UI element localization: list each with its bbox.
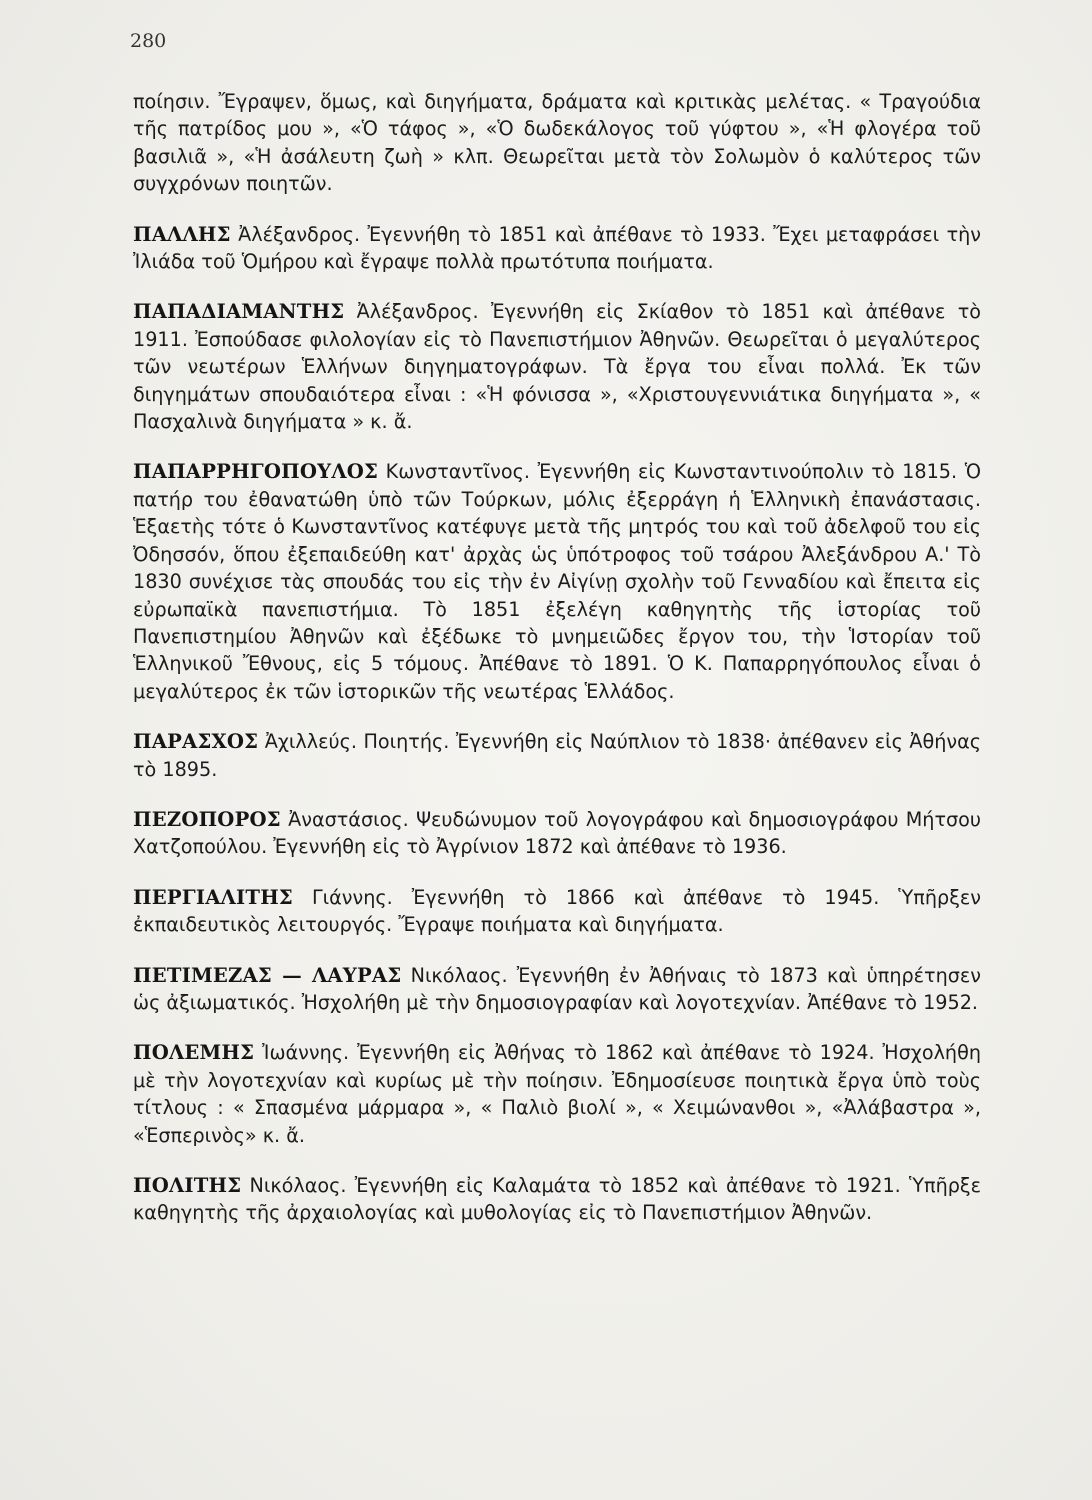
page-number: 280 [130,30,167,52]
entry-polemis [133,1039,981,1149]
entry-heading: ΠΑΠΑΔΙΑΜΑΝΤΗΣ [133,300,345,324]
entry-heading: ΠΟΛΕΜΗΣ [133,1041,255,1065]
entry-papadiamantis [133,298,981,435]
entry-heading: ΠΑΛΛΗΣ [133,222,231,246]
entry-pezoporos [133,806,981,861]
entry-pergialitis [133,884,981,939]
entry-text: Γιάννης. Ἐγεννήθη τὸ 1866 καὶ ἀπέθανε τὸ 1945. Ὑπῆρξεν ἐκπαιδευτικὸς λειτουργός. Ἔγραψε ποιήματα καὶ διηγήματα. [133,885,981,937]
entry-heading: ΠΑΡΑΣΧΟΣ [133,730,259,754]
entry-heading: ΠΑΠΑΡΡΗΓΟΠΟΥΛΟΣ [133,460,379,484]
entry-pallis [133,221,981,276]
entry-text: Ἰωάννης. Ἐγεννήθη εἰς Ἀθήνας τὸ 1862 καὶ ἀπέθανε τὸ 1924. Ἠσχολήθη μὲ τὴν λογοτεχνίαν καὶ κυρίως μὲ τὴν ποίησιν. Ἐδημοσίευσε ποιητικὰ ἔργα ὑπὸ τοὺς τίτλους : « Σπασμένα μάρμαρα », « Παλιὸ βιολί », « Χειμώνανθοι », «Ἀλάβαστρα », «Ἑσπερινὸς» κ. ἄ. [133,1041,981,1147]
entry-heading: ΠΟΛΙΤΗΣ [133,1174,242,1197]
entry-text: Ἀλέξανδρος. Ἐγεννήθη τὸ 1851 καὶ ἀπέθανε τὸ 1933. Ἔχει μεταφράσει τὴν Ἰλιάδα τοῦ Ὁμήρου καὶ ἔγραψε πολλὰ πρωτότυπα ποιήματα. [133,222,981,274]
entry-text: Ἀλέξανδρος. Ἐγεννήθη εἰς Σκίαθον τὸ 1851 καὶ ἀπέθανε τὸ 1911. Ἐσπούδασε φιλολογίαν εἰς τὸ Πανεπιστήμιον Ἀθηνῶν. Θεωρεῖται ὁ μεγαλύτερος τῶν νεωτέρων Ἑλλήνων διηγηματογράφων. Τὰ ἔργα του εἶναι πολλά. Ἐκ τῶν διηγημάτων σπουδαιότερα εἶναι : «Ἡ φόνισσα », «Χριστουγεννιάτικα διηγήματα », « Πασχαλινὰ διηγήματα » κ. ἄ. [133,300,981,434]
page-content [133,88,981,1227]
entry-petimezas-lavras [133,962,981,1017]
entry-paraschos [133,728,981,783]
entry-heading: ΠΕΡΓΙΑΛΙΤΗΣ [133,885,293,909]
entry-politis [133,1172,981,1227]
entry-heading: ΠΕΖΟΠΟΡΟΣ [133,807,281,831]
entry-text: Ἀναστάσιος. Ψευδώνυμον τοῦ λογογράφου καὶ δημοσιογράφου Μήτσου Χατζοπούλου. Ἐγεννήθη εἰς τὸ Ἀγρίνιον 1872 καὶ ἀπέθανε τὸ 1936. [133,807,981,859]
entry-paparrigopoulos [133,458,981,705]
entry-text: Νικόλαος. Ἐγεννήθη εἰς Καλαμάτα τὸ 1852 καὶ ἀπέθανε τὸ 1921. Ὑπῆρξε καθηγητὴς τῆς ἀρχαιολογίας καὶ μυθολογίας εἰς τὸ Πανεπιστήμιον Ἀθηνῶν. [133,1174,981,1225]
entry-text: Νικόλαος. Ἐγεννήθη ἐν Ἀθήναις τὸ 1873 καὶ ὑπηρέτησεν ὡς ἀξιωματικός. Ἠσχολήθη μὲ τὴν δημοσιογραφίαν καὶ λογοτεχνίαν. Ἀπέθανε τὸ 1952. [133,963,981,1014]
entry-text: Κωνσταντῖνος. Ἐγεννήθη εἰς Κωνσταντινούπολιν τὸ 1815. Ὁ πατήρ του ἐθανατώθη ὑπὸ τῶν Τούρκων, μόλις ἐξερράγη ἡ Ἑλληνικὴ ἐπανάστασις. Ἑξαετὴς τότε ὁ Κωνσταντῖνος κατέφυγε μετὰ τῆς μητρός του καὶ τοῦ ἀδελφοῦ του εἰς Ὀδησσόν, ὅπου ἐξεπαιδεύθη κατ' ἀρχὰς ὡς ὑπότροφος τοῦ τσάρου Ἀλεξάνδρου Α.' Τὸ 1830 συνέχισε τὰς σπουδάς του εἰς τὴν ἐν Αἰγίνῃ σχολὴν τοῦ Γενναδίου καὶ ἔπειτα εἰς εὐρωπαϊκὰ πανεπιστήμια. Τὸ 1851 ἐξελέγη καθηγητὴς τῆς ἱστορίας τοῦ Πανεπιστημίου Ἀθηνῶν καὶ ἐξέδωκε τὸ μνημειῶδες ἔργον του, τὴν Ἱστορίαν τοῦ Ἑλληνικοῦ Ἔθνους, εἰς 5 τόμους. Ἀπέθανε τὸ 1891. Ὁ Κ. Παπαρρηγόπουλος εἶναι ὁ μεγαλύτερος ἐκ τῶν ἱστορικῶν τῆς νεωτέρας Ἑλλάδος. [133,460,981,703]
entry-heading: ΠΕΤΙΜΕΖΑΣ — ΛΑΥΡΑΣ [133,963,402,987]
entry-text: Ἀχιλλεύς. Ποιητής. Ἐγεννήθη εἰς Ναύπλιον τὸ 1838· ἀπέθανεν εἰς Ἀθήνας τὸ 1895. [133,730,981,781]
intro-paragraph: ποίησιν. Ἔγραψεν, ὅμως, καὶ διηγήματα, δράματα καὶ κριτικὰς μελέτας. « Τραγούδια τῆς πατρίδος μου », «Ὁ τάφος », «Ὁ δωδεκάλογος τοῦ γύφτου », «Ἡ φλογέρα τοῦ βασιλιᾶ », «Ἡ ἀσάλευτη ζωὴ » κλπ. Θεωρεῖται μετὰ τὸν Σολωμὸν ὁ καλύτερος τῶν συγχρόνων ποιητῶν. [133,90,981,196]
